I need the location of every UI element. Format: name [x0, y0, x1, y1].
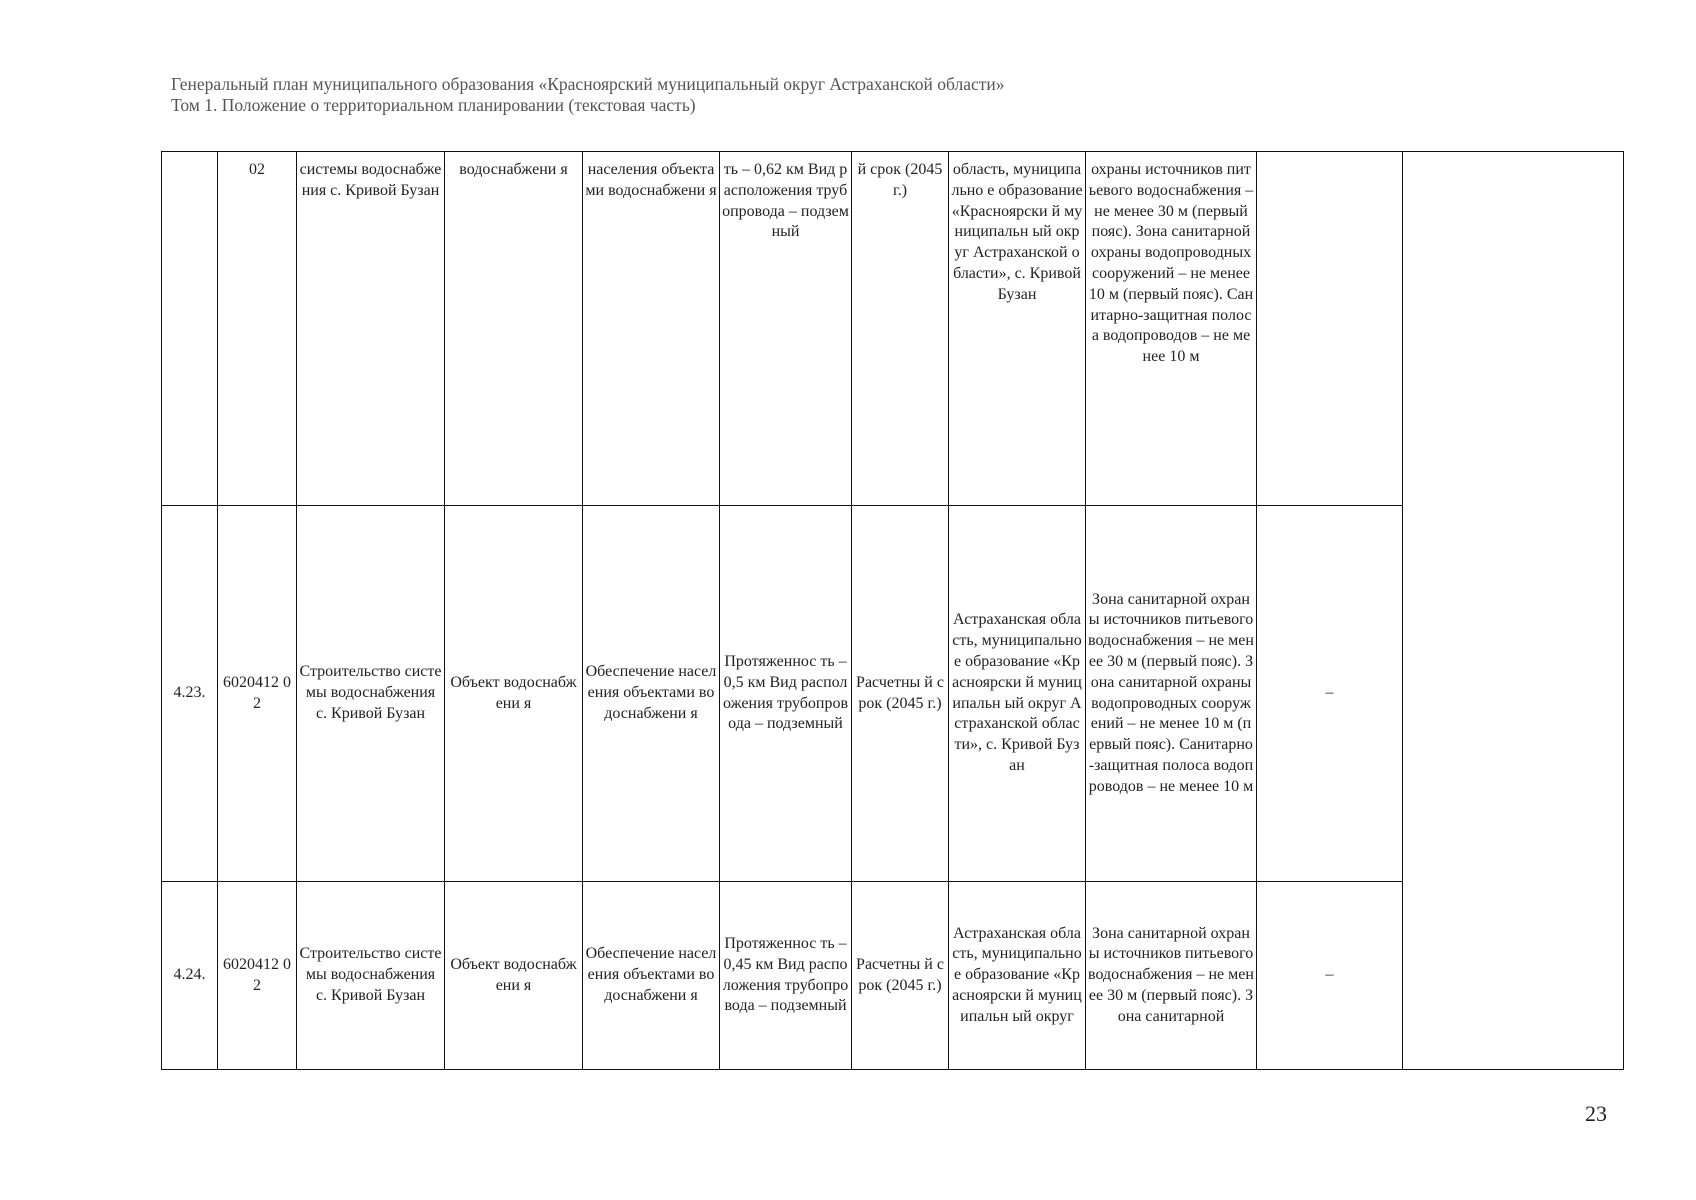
object-code: 6020412 02 [218, 882, 297, 1070]
object-zones: Зона санитарной охраны источников питьевого водоснабжения – не менее 30 м (первый пояс). Зона санитарной [1086, 882, 1257, 1070]
object-zones: охраны источников питьевого водоснабжения – не менее 30 м (первый пояс). Зона санитарной охраны водопроводных сооружений – не менее 10 м (первый пояс). Санитарно-защитная полоса водопроводов – не менее 10 м [1086, 152, 1257, 506]
object-zones: Зона санитарной охраны источников питьевого водоснабжения – не менее 30 м (первый пояс). Зона санитарной охраны водопроводных сооружений – не менее 10 м (первый пояс). Санитарно-защитная полоса водопроводов – не менее 10 м [1086, 506, 1257, 882]
object-note: – [1257, 882, 1403, 1070]
object-characteristics: Протяженнос ть – 0,45 км Вид расположения трубопровода – подземный [720, 882, 852, 1070]
object-name: Строительство системы водоснабжения с. Кривой Бузан [297, 882, 445, 1070]
object-code: 6020412 02 [218, 506, 297, 882]
page-number: 23 [1585, 1101, 1607, 1126]
object-kind: Объект водоснабжени я [445, 882, 583, 1070]
objects-table [161, 151, 1624, 1070]
object-purpose: Обеспечение населения объектами водоснабжени я [583, 506, 720, 882]
object-term: Расчетны й срок (2045 г.) [852, 882, 949, 1070]
document-header [171, 74, 1005, 116]
object-characteristics: ть – 0,62 км Вид расположения трубопровода – подземный [720, 152, 852, 506]
row-number: 4.24. [162, 882, 218, 1070]
object-code: 02 [218, 152, 297, 506]
table-row [162, 152, 1624, 506]
empty-column [1403, 152, 1624, 1070]
object-location: область, муниципально е образование «Красноярски й муниципальн ый округ Астраханской области», с. Кривой Бузан [949, 152, 1086, 506]
object-location: Астраханская область, муниципально е образование «Красноярски й муниципальн ый округ Астраханской области», с. Кривой Бузан [949, 506, 1086, 882]
object-name: Строительство системы водоснабжения с. Кривой Бузан [297, 506, 445, 882]
object-purpose: Обеспечение населения объектами водоснабжени я [583, 882, 720, 1070]
row-number [162, 152, 218, 506]
object-note: – [1257, 506, 1403, 882]
row-number: 4.23. [162, 506, 218, 882]
object-location: Астраханская область, муниципально е образование «Красноярски й муниципальн ый округ [949, 882, 1086, 1070]
object-characteristics: Протяженнос ть – 0,5 км Вид расположения трубопровода – подземный [720, 506, 852, 882]
object-purpose: населения объектами водоснабжени я [583, 152, 720, 506]
object-term: й срок (2045 г.) [852, 152, 949, 506]
object-note [1257, 152, 1403, 506]
header-subtitle: Том 1. Положение о территориальном планировании (текстовая часть) [171, 95, 696, 115]
object-term: Расчетны й срок (2045 г.) [852, 506, 949, 882]
object-kind: Объект водоснабжени я [445, 506, 583, 882]
object-kind: водоснабжени я [445, 152, 583, 506]
header-title: Генеральный план муниципального образования «Красноярский муниципальный округ Астраханской области» [171, 74, 1005, 94]
object-name: системы водоснабжения с. Кривой Бузан [297, 152, 445, 506]
